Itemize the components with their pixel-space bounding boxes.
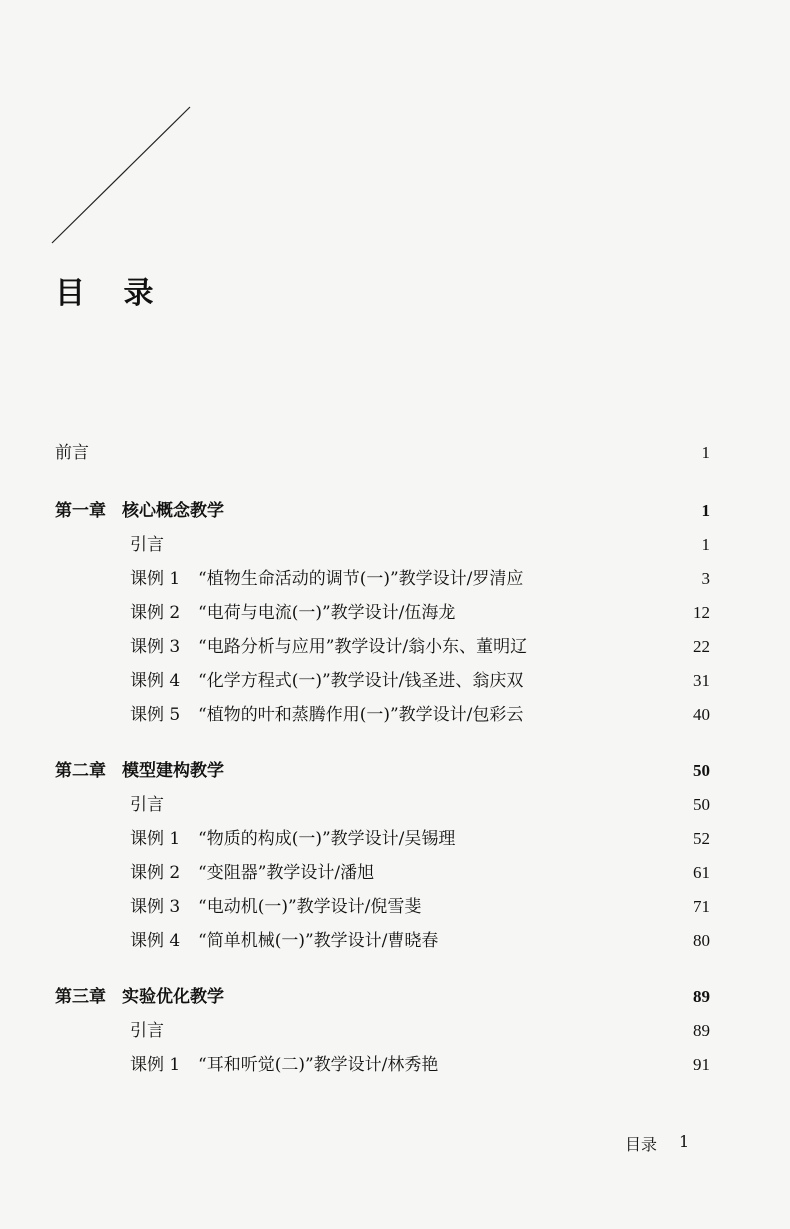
case-page: 71 xyxy=(693,897,710,916)
chapter-1-title: 核心概念教学 xyxy=(122,501,224,521)
case-title: “耳和听觉(二)”教学设计/林秀艳 xyxy=(198,1055,439,1075)
case-label: 课例 2 xyxy=(130,603,181,623)
toc-entry[interactable] xyxy=(55,824,710,858)
case-title: “植物的叶和蒸腾作用(一)”教学设计/包彩云 xyxy=(198,705,524,725)
toc-preface[interactable] xyxy=(55,438,710,496)
intro-label: 引言 xyxy=(130,535,164,555)
case-title: “变阻器”教学设计/潘旭 xyxy=(198,863,375,883)
spacer xyxy=(55,960,710,982)
preface-page: 1 xyxy=(701,443,710,462)
chapter-2-title: 模型建构教学 xyxy=(122,761,224,781)
chapter-1-page: 1 xyxy=(701,501,710,520)
chapter-2-heading[interactable] xyxy=(55,756,710,790)
case-label: 课例 3 xyxy=(130,637,181,657)
case-title: “植物生命活动的调节(一)”教学设计/罗清应 xyxy=(198,569,524,589)
toc-entry[interactable] xyxy=(55,1050,710,1084)
chapter-2-number: 第二章 xyxy=(55,761,106,781)
footer-page-number: 1 xyxy=(679,1132,690,1151)
intro-page: 89 xyxy=(693,1021,710,1040)
case-page: 22 xyxy=(693,637,710,656)
case-title: “化学方程式(一)”教学设计/钱圣进、翁庆双 xyxy=(198,671,524,691)
toc-entry[interactable] xyxy=(55,926,710,960)
case-label: 课例 1 xyxy=(130,1055,181,1075)
spacer xyxy=(55,734,710,756)
chapter-2-page: 50 xyxy=(693,761,710,780)
case-title: “电路分析与应用”教学设计/翁小东、董明辽 xyxy=(198,637,528,657)
case-page: 3 xyxy=(701,569,710,588)
chapter-1-heading[interactable] xyxy=(55,496,710,530)
case-label: 课例 2 xyxy=(130,863,181,883)
table-of-contents xyxy=(55,438,710,1084)
page-footer xyxy=(625,1132,689,1155)
chapter-3-title: 实验优化教学 xyxy=(122,987,224,1007)
case-page: 91 xyxy=(693,1055,710,1074)
case-title: “电动机(一)”教学设计/倪雪斐 xyxy=(198,897,422,917)
toc-entry[interactable] xyxy=(55,666,710,700)
chapter-3-heading[interactable] xyxy=(55,982,710,1016)
case-page: 31 xyxy=(693,671,710,690)
chapter-1-number: 第一章 xyxy=(55,501,106,521)
case-title: “简单机械(一)”教学设计/曹晓春 xyxy=(198,931,439,951)
toc-entry[interactable] xyxy=(55,858,710,892)
case-page: 40 xyxy=(693,705,710,724)
case-page: 12 xyxy=(693,603,710,622)
chapter-3-page: 89 xyxy=(693,987,710,1006)
case-label: 课例 4 xyxy=(130,671,181,691)
case-title: “电荷与电流(一)”教学设计/伍海龙 xyxy=(198,603,456,623)
toc-entry[interactable] xyxy=(55,892,710,926)
case-label: 课例 4 xyxy=(130,931,181,951)
intro-page: 1 xyxy=(701,535,710,554)
intro-label: 引言 xyxy=(130,1021,164,1041)
case-label: 课例 3 xyxy=(130,897,181,917)
case-page: 80 xyxy=(693,931,710,950)
chapter-1-intro[interactable] xyxy=(55,530,710,564)
toc-entry[interactable] xyxy=(55,564,710,598)
chapter-2-intro[interactable] xyxy=(55,790,710,824)
intro-page: 50 xyxy=(693,795,710,814)
decorative-diagonal-line xyxy=(50,105,192,247)
toc-entry[interactable] xyxy=(55,632,710,666)
case-label: 课例 1 xyxy=(130,569,181,589)
case-title: “物质的构成(一)”教学设计/吴锡理 xyxy=(198,829,456,849)
case-label: 课例 1 xyxy=(130,829,181,849)
case-label: 课例 5 xyxy=(130,705,181,725)
page-title: 目 录 xyxy=(55,276,168,311)
toc-entry[interactable] xyxy=(55,598,710,632)
case-page: 61 xyxy=(693,863,710,882)
case-page: 52 xyxy=(693,829,710,848)
intro-label: 引言 xyxy=(130,795,164,815)
chapter-3-intro[interactable] xyxy=(55,1016,710,1050)
footer-label: 目录 xyxy=(625,1135,658,1154)
preface-label: 前言 xyxy=(55,443,89,463)
toc-entry[interactable] xyxy=(55,700,710,734)
chapter-3-number: 第三章 xyxy=(55,987,106,1007)
